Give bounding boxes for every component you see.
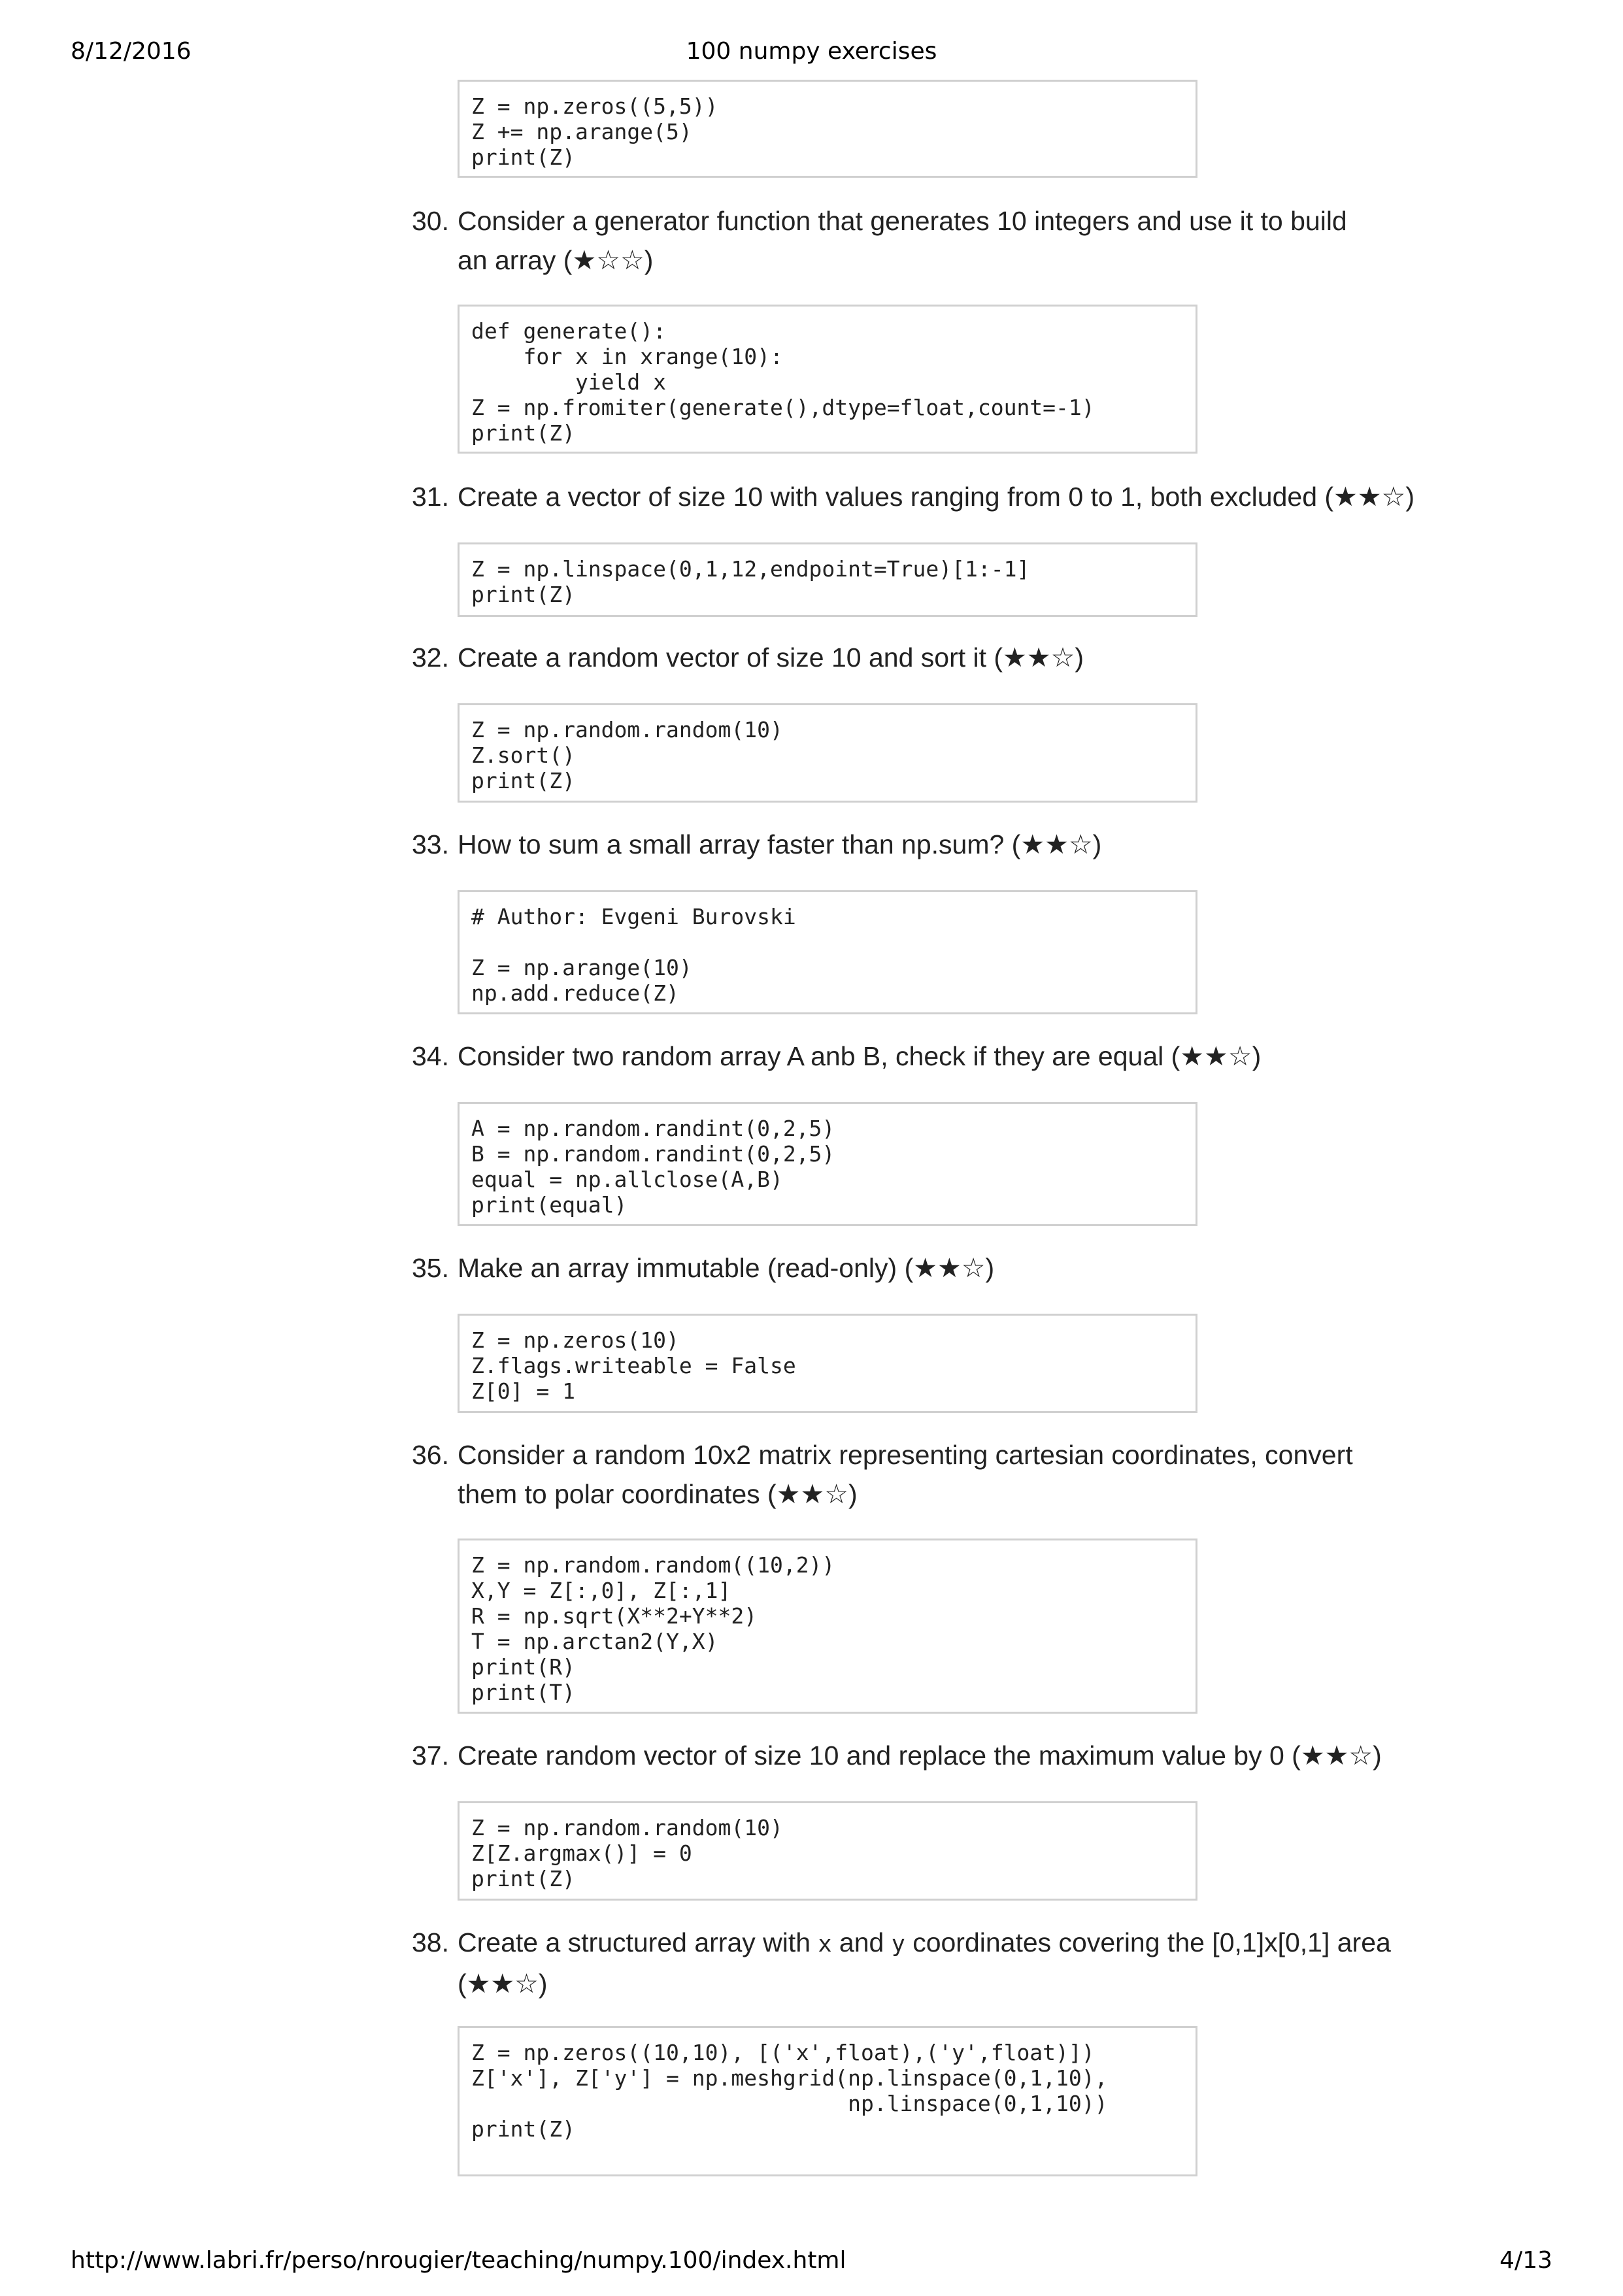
footer-page-number: 4/13 bbox=[1499, 2247, 1552, 2274]
field-name-y: y bbox=[891, 1931, 905, 1957]
header-title: 100 numpy exercises bbox=[686, 38, 937, 65]
exercise-text: Create random vector of size 10 and replace the maximum value by 0 (★★☆) bbox=[458, 1740, 1382, 1771]
code-block-30: def generate(): for x in xrange(10): yield x Z = np.fromiter(generate(),dtype=float,count=-1) print(Z) bbox=[458, 305, 1197, 454]
exercise-number: 36. bbox=[412, 1440, 449, 1470]
exercise-36-question bbox=[412, 1435, 1431, 1514]
exercise-number: 32. bbox=[412, 642, 449, 673]
code-block-33: # Author: Evgeni Burovski Z = np.arange(10) np.add.reduce(Z) bbox=[458, 890, 1197, 1014]
exercise-number: 33. bbox=[412, 829, 449, 859]
exercise-32-question bbox=[412, 638, 1431, 677]
exercise-text-part: and bbox=[831, 1927, 892, 1957]
code-block-38: Z = np.zeros((10,10), [('x',float),('y',float)]) Z['x'], Z['y'] = np.meshgrid(np.linspace(0,1,10), np.linspace(0,1,10)) print(Z) bbox=[458, 2026, 1197, 2176]
exercise-text-part: coordinates covering the [0,1]x[0,1] area (★★☆) bbox=[458, 1927, 1391, 1999]
exercise-text: Create a random vector of size 10 and sort it (★★☆) bbox=[458, 642, 1084, 673]
code-block-36: Z = np.random.random((10,2)) X,Y = Z[:,0], Z[:,1] R = np.sqrt(X**2+Y**2) T = np.arctan2(Y,X) print(R) print(T) bbox=[458, 1539, 1197, 1714]
exercise-number: 35. bbox=[412, 1253, 449, 1283]
code-block-31: Z = np.linspace(0,1,12,endpoint=True)[1:-1] print(Z) bbox=[458, 542, 1197, 617]
exercise-text bbox=[458, 1923, 1392, 2003]
code-block-34: A = np.random.randint(0,2,5) B = np.random.randint(0,2,5) equal = np.allclose(A,B) print(equal) bbox=[458, 1102, 1197, 1226]
exercise-38-question bbox=[412, 1923, 1431, 2003]
exercise-37-question bbox=[412, 1736, 1431, 1775]
exercise-text: Consider a random 10x2 matrix representing cartesian coordinates, convert them to polar coordinates (★★☆) bbox=[458, 1440, 1353, 1509]
exercise-text-part: Create a structured array with bbox=[458, 1927, 818, 1957]
exercise-text: How to sum a small array faster than np.sum? (★★☆) bbox=[458, 829, 1102, 859]
exercise-number: 34. bbox=[412, 1041, 449, 1071]
exercise-text: Make an array immutable (read-only) (★★☆) bbox=[458, 1253, 995, 1283]
exercise-34-question bbox=[412, 1037, 1431, 1076]
exercise-number: 30. bbox=[412, 206, 449, 236]
code-block-32: Z = np.random.random(10) Z.sort() print(Z) bbox=[458, 703, 1197, 803]
field-name-x: x bbox=[818, 1931, 832, 1957]
code-block-35: Z = np.zeros(10) Z.flags.writeable = False Z[0] = 1 bbox=[458, 1314, 1197, 1413]
code-block-29: Z = np.zeros((5,5)) Z += np.arange(5) print(Z) bbox=[458, 80, 1197, 178]
footer-url[interactable]: http://www.labri.fr/perso/nrougier/teaching/numpy.100/index.html bbox=[71, 2247, 846, 2274]
exercise-text: Consider a generator function that generates 10 integers and use it to build an array (★☆☆) bbox=[458, 206, 1347, 275]
exercise-35-question bbox=[412, 1248, 1431, 1288]
exercise-text: Consider two random array A anb B, check if they are equal (★★☆) bbox=[458, 1041, 1262, 1071]
code-block-37: Z = np.random.random(10) Z[Z.argmax()] = 0 print(Z) bbox=[458, 1801, 1197, 1901]
exercise-number: 31. bbox=[412, 482, 449, 512]
exercise-31-question bbox=[412, 477, 1431, 516]
exercise-number: 38. bbox=[412, 1927, 449, 1957]
exercise-30-question bbox=[412, 201, 1431, 280]
header-date: 8/12/2016 bbox=[71, 38, 192, 65]
exercise-text: Create a vector of size 10 with values ranging from 0 to 1, both excluded (★★☆) bbox=[458, 482, 1414, 512]
exercise-number: 37. bbox=[412, 1740, 449, 1771]
exercise-33-question bbox=[412, 825, 1431, 864]
